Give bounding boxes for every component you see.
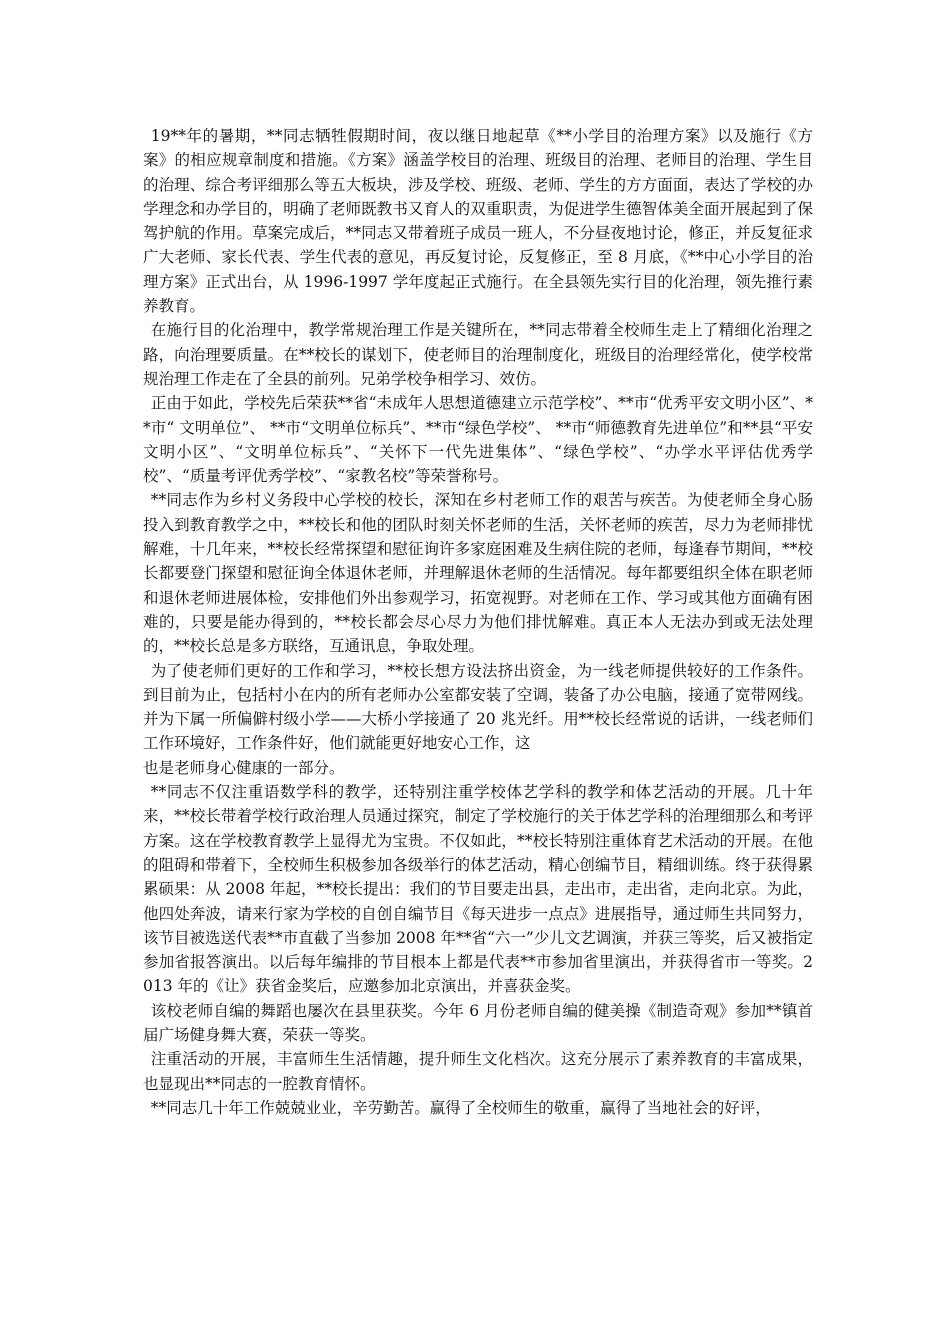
paragraph-8: 注重活动的开展，丰富师生生活情趣，提升师生文化档次。这充分展示了素养教育的丰富成果，也显现出**同志的一腔教育情怀。 [143, 1050, 813, 1093]
paragraph-3: 正由于如此，学校先后荣获**省“未成年人思想道德建立示范学校”、**市“优秀平安文明小区”、**市“ 文明单位”、 **市“文明单位标兵”、**市“绿色学校”、 **市“师德教育先进单位”和**县“平安文明小区”、“文明单位标兵”、“关怀下一代先进集体”、“绿色学校”、“办学水平评估优秀学校”、“质量考评优秀学校”、“家教名校”等荣誉称号。 [143, 394, 813, 486]
paragraph-7: 该校老师自编的舞蹈也屡次在县里获奖。今年 6 月份老师自编的健美操《制造奇观》参加**镇首届广场健身舞大赛，荣获一等奖。 [143, 1001, 813, 1044]
paragraph-2: 在施行目的化治理中，教学常规治理工作是关键所在，**同志带着全校师生走上了精细化治理之路，向治理要质量。在**校长的谋划下，使老师目的治理制度化，班级目的治理经常化，使学校常规治理工作走在了全县的前列。兄弟学校争相学习、效仿。 [143, 321, 813, 388]
paragraph-1: 19**年的暑期，**同志牺牲假期时间，夜以继日地起草《**小学目的治理方案》以及施行《方案》的相应规章制度和措施。《方案》涵盖学校目的治理、班级目的治理、老师目的治理、学生目的治理、综合考评细那么等五大板块，涉及学校、班级、老师、学生的方方面面，表达了学校的办学理念和办学目的，明确了老师既教书又育人的双重职责，为促进学生德智体美全面开展起到了保驾护航的作用。草案完成后，**同志又带着班子成员一班人，不分昼夜地讨论，修正，并反复征求广大老师、家长代表、学生代表的意见，再反复讨论，反复修正，至 8 月底，《**中心小学目的治理方案》正式出台，从 1996-1997 学年度起正式施行。在全县领先实行目的化治理，领先推行素养教育。 [143, 127, 813, 316]
paragraph-9: **同志几十年工作兢兢业业，辛劳勤苦。赢得了全校师生的敬重，赢得了当地社会的好评， [150, 1098, 771, 1117]
paragraph-5-continuation: 也是老师身心健康的一部分。 [143, 758, 345, 777]
document-page [143, 124, 813, 1120]
paragraph-6: **同志不仅注重语数学科的教学，还特别注重学校体艺学科的教学和体艺活动的开展。几十年来，**校长带着学校行政治理人员通过探究，制定了学校施行的关于体艺学科的治理细那么和考评方案。这在学校教育教学上显得尤为宝贵。不仅如此，**校长特别注重体育艺术活动的开展。在他的阻碍和带着下，全校师生积极参加各级举行的体艺活动，精心创编节目，精细训练。终于获得累累硕果：从 2008 年起，**校长提出：我们的节目要走出县，走出市，走出省，走向北京。为此，他四处奔波，请来行家为学校的自创自编节目《每天进步一点点》进展指导，通过师生共同努力，该节目被选送代表**市直截了当参加 2008 年**省“六一”少儿文艺调演，并获三等奖，后又被指定参加省报答演出。以后每年编排的节目根本上都是代表**市参加省里演出，并获得省市一等奖。2013 年的《让》获省金奖后，应邀参加北京演出，并喜获金奖。 [143, 783, 813, 996]
paragraph-5: 为了使老师们更好的工作和学习，**校长想方设法挤出资金，为一线老师提供较好的工作条件。到目前为止，包括村小在内的所有老师办公室都安装了空调，装备了办公电脑，接通了宽带网线。并为下属一所偏僻村级小学——大桥小学接通了 20 兆光纤。用**校长经常说的话讲，一线老师们工作环境好，工作条件好，他们就能更好地安心工作，这 [143, 661, 813, 753]
paragraph-4: **同志作为乡村义务段中心学校的校长，深知在乡村老师工作的艰苦与疾苦。为使老师全身心肠投入到教育教学之中，**校长和他的团队时刻关怀老师的生活，关怀老师的疾苦，尽力为老师排忧解难，十几年来，**校长经常探望和慰征询许多家庭困难及生病住院的老师，每逢春节期间，**校长都要登门探望和慰征询全体退休老师，并理解退休老师的生活情况。每年都要组织全体在职老师和退休老师进展体检，安排他们外出参观学习，拓宽视野。对老师在工作、学习或其他方面确有困难的，只要是能办得到的，**校长都会尽心尽力为他们排忧解难。真正本人无法办到或无法处理的，**校长总是多方联络，互通讯息，争取处理。 [143, 491, 813, 656]
